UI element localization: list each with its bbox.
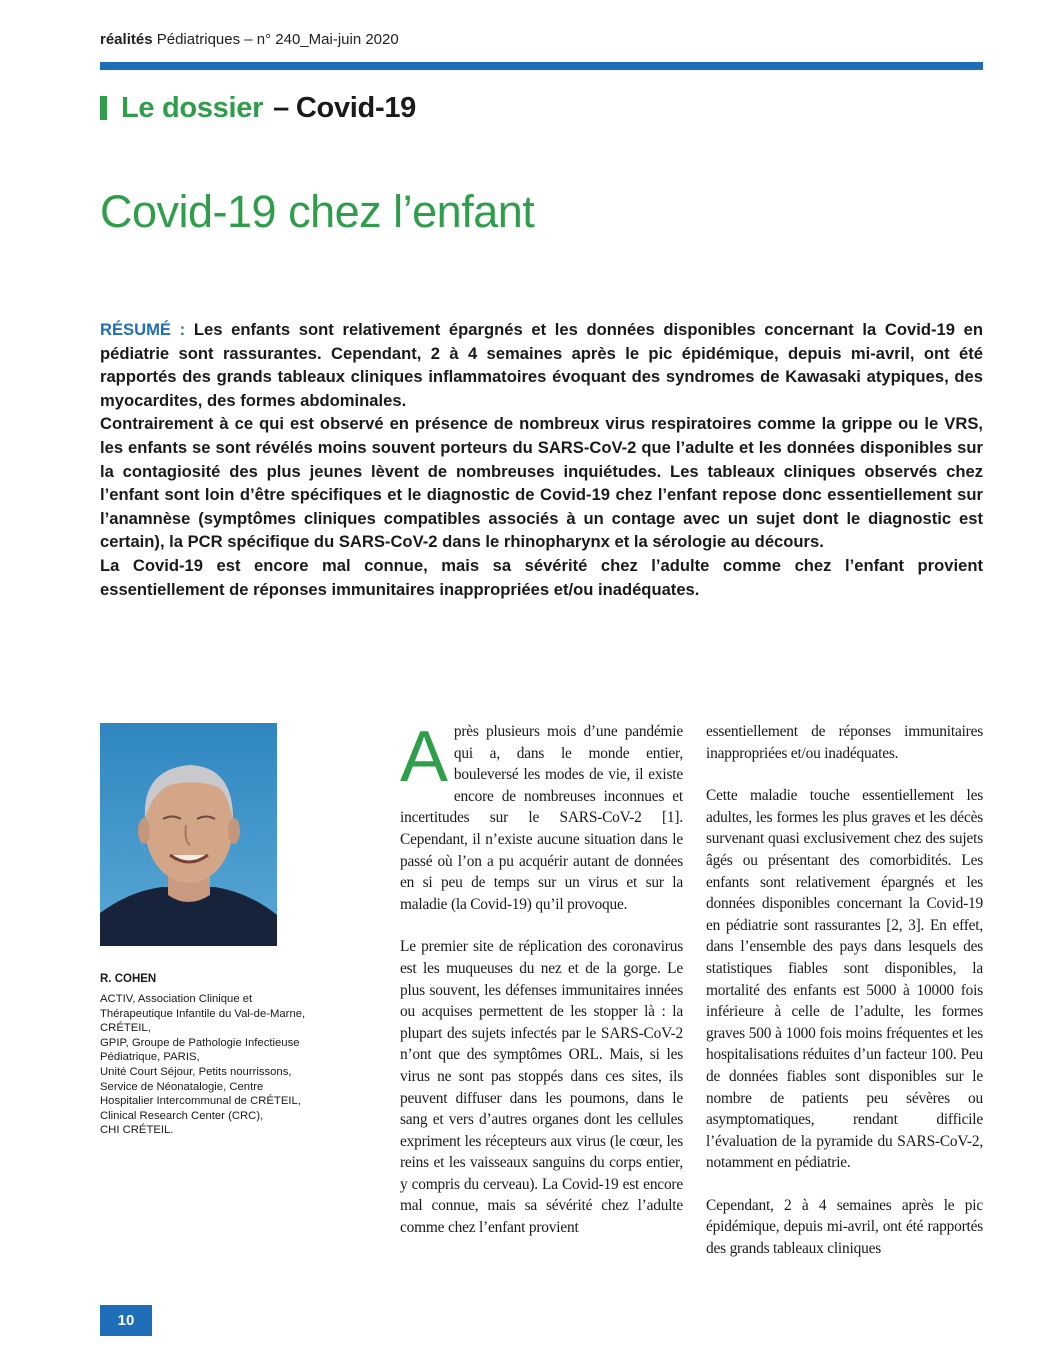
author-name: R. COHEN [100,973,157,985]
journal-issue: Pédiatriques – n° 240_Mai-juin 2020 [156,31,399,48]
abstract [100,318,983,601]
author-photo [100,723,277,946]
body-text: près plusieurs mois d’une pandémie qui a, dans le monde entier, bouleversé les modes de vie, il existe encore de nombreuses inconnues et incertitudes sur le SARS-CoV-2 [1]. Cependant, il n’existe aucune situation dans le passé où l’on a pu acquérir autant de données en si peu de temps sur un virus et sur la maladie (la Covid-19) qu’il provoque. [400,723,683,913]
section-separator: – [273,91,289,124]
body-paragraph: Le premier site de réplication des coronavirus est les muqueuses du nez et de la gorge. Le plus souvent, les défenses immunitaires innées ou acquises permettent de les stopper là : la plupart des sujets infectés par le SARS-CoV-2 n’ont que des symptômes ORL. Mais, si les virus ne sont pas stoppés dans ces sites, ils peuvent diffuser dans les poumons, dans le sang et vers d’autres organes dont les cellules expriment les récepteurs aux virus (le cœur, les reins et les vaisseaux sanguins du corps entier, y compris du cerveau). La Covid-19 est encore mal connue, mais sa sévérité chez l’adulte comme chez l’enfant provient [400,938,683,1237]
abstract-text-1: Les enfants sont relativement épargnés et les données disponibles concernant la Covid-19 en pédiatrie sont rassurantes. Cependant, 2 à 4 semaines après le pic épidémique, depuis mi-avril, ont été rapportés des grands tableaux cliniques inflammatoires évoquant des syndromes de Kawasaki atypiques, des myocardites, des formes abdominales. [100,320,983,410]
section-tag [100,90,416,126]
affiliation-line: CRÉTEIL, [100,1022,151,1035]
section-name: Le dossier [121,91,264,124]
affiliation-line: Clinical Research Center (CRC), [100,1109,264,1122]
author-affiliations [100,992,320,1138]
running-header [100,31,399,48]
affiliation-line: CHI CRÉTEIL. [100,1124,174,1137]
abstract-paragraph [100,318,983,412]
body-paragraph: Cependant, 2 à 4 semaines après le pic épidémique, depuis mi-avril, ont été rapportés des grands tableaux cliniques [706,1196,983,1258]
body-paragraph: Cette maladie touche essentiellement les adultes, les formes les plus graves et les décès survenant quasi exclusivement chez des sujets âgés ou présentant des comorbidités. Les enfants sont relativement épargnés et les données disponibles concernant la Covid-19 en pédiatrie sont rassurantes [2, 3]. En effet, dans l’ensemble des pays dans lesquels des statistiques fiables sont disponibles, la mortalité des enfants est 5000 à 10000 fois inférieure à celle de l’adulte, les formes graves 500 à 1000 fois moins fréquentes et les hospitalisations réduites d’un facteur 100. Peu de données fiables sont disponibles sur le nombre de patients peu sévères ou asymptomatiques, rendant difficile l’évaluation de la pyramide du SARS-CoV-2, notamment en pédiatrie. [706,787,983,1172]
affiliation-line: Unité Court Séjour, Petits nourrissons, [100,1065,292,1078]
body-column-2 [706,721,983,1281]
affiliation-line: Thérapeutique Infantile du Val-de-Marne, [100,1007,306,1020]
affiliation-line: Pédiatrique, PARIS, [100,1051,200,1064]
journal-name: réalités [100,31,153,48]
drop-cap: A [400,717,448,797]
affiliation-line: Hospitalier Intercommunal de CRÉTEIL, [100,1095,301,1108]
abstract-label: RÉSUMÉ : [100,320,186,339]
body-paragraph: essentiellement de réponses immunitaires inappropriées et/ou inadéquates. [706,723,983,762]
section-marker [100,96,107,120]
body-column-1 [400,717,683,1260]
page-number: 10 [100,1305,152,1336]
section-topic: Covid-19 [295,91,416,124]
abstract-text-2: Contrairement à ce qui est observé en présence de nombreux virus respiratoires comme la grippe ou le VRS, les enfants se sont révélés moins souvent porteurs du SARS-CoV-2 que l’adulte et les données disponibles sur la contagiosité des plus jeunes lèvent de nombreuses inquiétudes. Les tableaux cliniques observés chez l’enfant sont loin d’être spécifiques et le diagnostic de Covid-19 chez l’enfant repose donc essentiellement sur l’anamnèse (symptômes cliniques compatibles associés à un contage avec un sujet dont le diagnostic est certain), la PCR spécifique du SARS-CoV-2 dans le rhinopharynx et la sérologie au décours. [100,414,983,552]
affiliation-line: ACTIV, Association Clinique et [100,993,253,1005]
affiliation-line: GPIP, Groupe de Pathologie Infectieuse [100,1036,300,1049]
article-title: Covid-19 chez l’enfant [100,186,535,237]
body-paragraph [400,717,683,915]
author-portrait-image [100,723,277,946]
abstract-text-3: La Covid-19 est encore mal connue, mais sa sévérité chez l’adulte comme chez l’enfant provient essentiellement de réponses immunitaires inappropriées et/ou inadéquates. [100,555,983,599]
header-rule [100,62,983,70]
affiliation-line: Service de Néonatalogie, Centre [100,1080,264,1093]
